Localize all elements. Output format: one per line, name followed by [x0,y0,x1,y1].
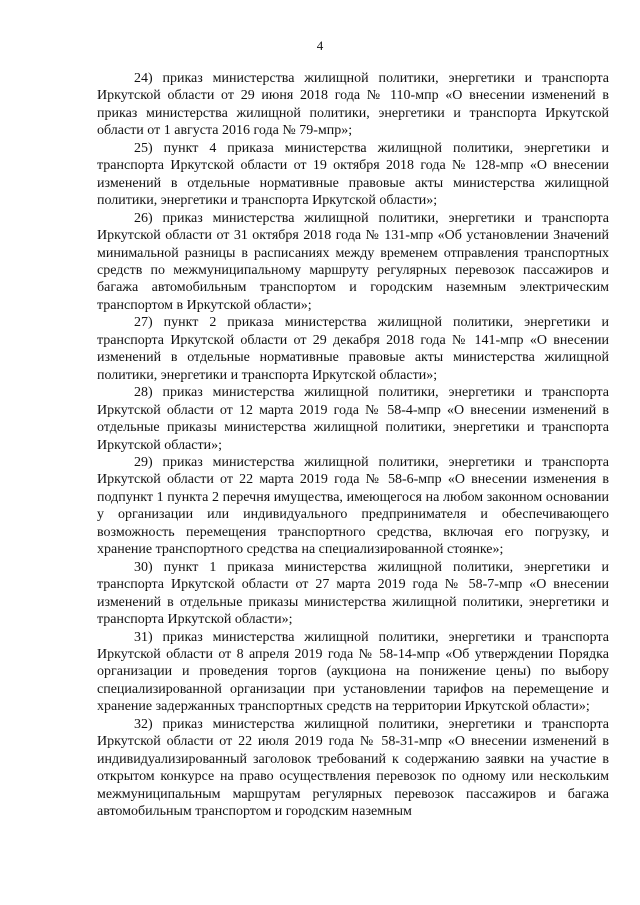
list-item-28: 28) приказ министерства жилищной политики, энергетики и транспорта Иркутской области от 12 марта 2019 года № 58-4-мпр «О внесении изменений в отдельные приказы министерства жилищной политики, энергетики и транспорта Иркутской области»; [97,385,609,453]
list-item-25: 25) пункт 4 приказа министерства жилищной политики, энергетики и транспорта Иркутской области от 19 октября 2018 года № 128-мпр «О внесении изменений в отдельные нормативные правовые акты министерства жилищной политики, энергетики и транспорта Иркутской области»; [97,140,609,209]
list-item-31: 31) приказ министерства жилищной политики, энергетики и транспорта Иркутской области от 8 апреля 2019 года № 58-14-мпр «Об утверждении Порядка организации и проведения торгов (аукциона на понижение цены) по выбору специализированной организации при установлении тарифов на перемещение и хранение задержанных транспортных средств на территории Иркутской области»; [97,629,609,715]
list-item-24: 24) приказ министерства жилищной политики, энергетики и транспорта Иркутской области от 29 июня 2018 года № 110-мпр «О внесении изменений в приказ министерства жилищной политики, энергетики и транспорта Иркутской области от 1 августа 2016 года № 79-мпр»; [97,71,609,139]
document-body [97,70,609,820]
list-item-29: 29) приказ министерства жилищной политики, энергетики и транспорта Иркутской области от 22 марта 2019 года № 58-6-мпр «О внесении изменения в подпункт 1 пункта 2 перечня имущества, имеющегося на любом законном основании у организации или индивидуального предпринимателя и обеспечивающего возможность перемещения транспортного средства, включая его погрузку, и хранение транспортного средства на специализированной стоянке»; [97,454,609,558]
list-item-30: 30) пункт 1 приказа министерства жилищной политики, энергетики и транспорта Иркутской области от 27 марта 2019 года № 58-7-мпр «О внесении изменений в отдельные приказы министерства жилищной политики, энергетики и транспорта Иркутской области»; [97,559,609,628]
list-item-32: 32) приказ министерства жилищной политики, энергетики и транспорта Иркутской области от 22 июля 2019 года № 58-31-мпр «О внесении изменений в индивидуализированный заголовок требований к содержанию заявки на участие в открытом конкурсе на право осуществления перевозок по одному или нескольким межмуниципальным маршрутам регулярных перевозок пассажиров и багажа автомобильным транспортом и городским наземным [97,716,609,820]
list-item-26: 26) приказ министерства жилищной политики, энергетики и транспорта Иркутской области от 31 октября 2018 года № 131-мпр «Об установлении Значений минимальной разницы в расписаниях между временем отправления транспортных средств по межмуниципальному маршруту регулярных перевозок пассажиров и багажа автомобильным транспортом и городским наземным электрическим транспортом в Иркутской области»; [97,210,609,313]
page-number: 4 [316,38,324,53]
list-item-27: 27) пункт 2 приказа министерства жилищной политики, энергетики и транспорта Иркутской области от 29 декабря 2018 года № 141-мпр «О внесении изменений в отдельные нормативные правовые акты министерства жилищной политики, энергетики и транспорта Иркутской области»; [97,315,609,383]
